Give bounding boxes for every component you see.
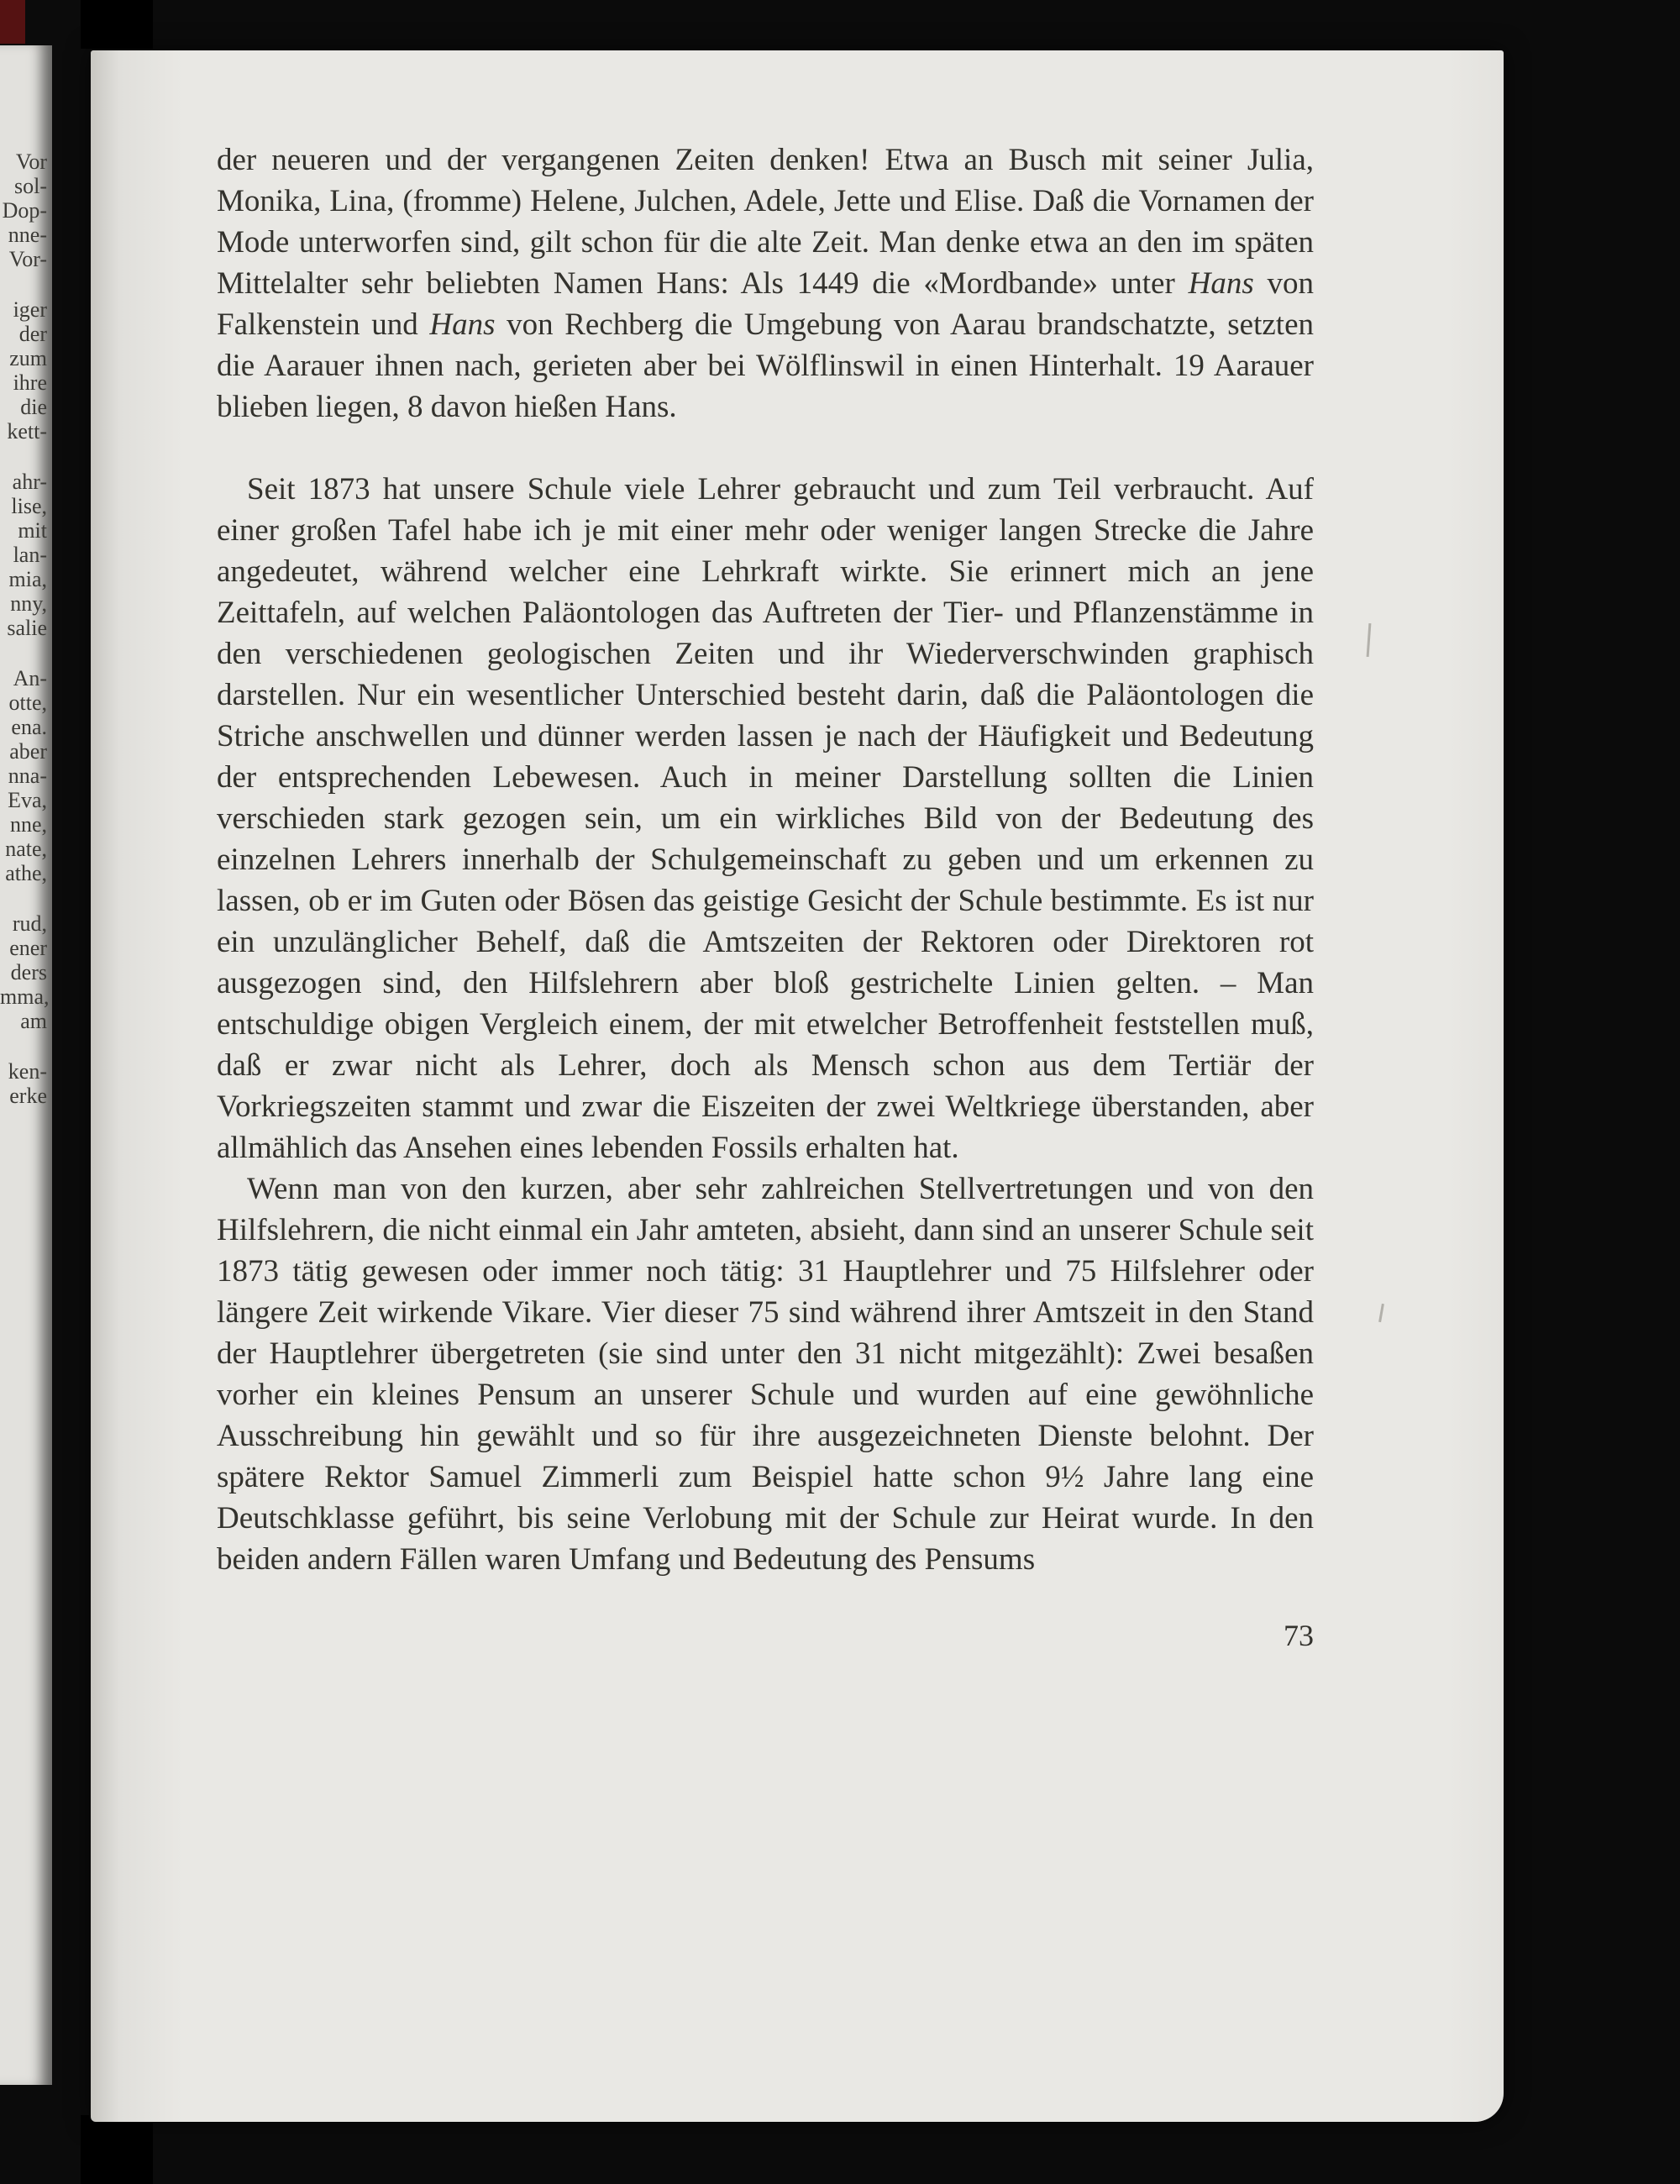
text-fragment: lise, [11,494,47,518]
text-fragment [0,271,47,297]
text-fragment: ders [10,960,47,984]
text-fragment: die [20,395,47,419]
paragraph-teacher-timeline: Seit 1873 hat unsere Schule viele Lehrer gebraucht und zum Teil verbraucht. Auf einer großen Tafel habe ich je mit einer mehr oder weniger langen Strecke die Jahre angedeutet, während welcher eine Lehrkraft wirkte. Sie erinnert mich an jene Zeittafeln, auf welchen Paläontologen das Auftreten der Tier- und Pflanzenstämme in den verschiedenen geologischen Zeiten und ihr Wiederverschwinden graphisch darstellen. Nur ein wesentlicher Unterschied besteht darin, daß die Paläontologen die Striche anschwellen und dünner werden lassen je nach der Häufigkeit und Bedeutung der entsprechenden Lebewesen. Auch in meiner Darstellung sollten die Linien verschieden stark gezogen sein, um ein wirkliches Bild von der Bedeutung des einzelnen Lehrers innerhalb der Schulgemeinschaft zu geben und um erkennen zu lassen, ob er im Guten oder Bösen das geistige Gesicht der Schule bestimmte. Es ist nur ein unzulänglicher Behelf, daß die Amtszeiten der Rektoren oder Direktoren rot ausgezogen sind, den Hilfslehrern aber bloß gestrichelte Linien gelten. – Man entschuldige obigen Vergleich einem, der mit etwelcher Betroffenheit feststellen muß, daß er zwar nicht als Lehrer, doch als Mensch schon aus dem Tertiär der Vorkriegszeiten stammt und zwar die Eiszeiten der zwei Weltkriege überstanden, aber allmählich das Ansehen eines lebenden Fossils erhalten hat. [217,472,1314,1165]
text-fragment: An- [13,666,47,690]
text-fragment: nne- [8,223,47,247]
text-fragment: ahr- [12,470,47,494]
text-fragment: mia, [8,567,47,591]
facing-page-text-fragments [0,45,52,1108]
text-fragment: athe, [5,861,47,885]
text-fragment: nny, [10,591,47,616]
text-fragment: lan- [13,543,47,567]
text-fragment: erke [9,1084,47,1108]
text-fragment: otte, [8,690,47,715]
italic-name: Hans [429,307,496,342]
page-text-block [217,139,1314,1656]
text-fragment: ihre [13,370,47,395]
paragraph-text: von Rechberg die Umgebung von Aarau brandschatzte, setzten die Aarauer ihnen nach, gerieten aber bei Wölflinswil in einen Hinterhalt. 19 Aarauer blieben liegen, 8 davon hießen Hans. [217,307,1314,424]
text-fragment: rud, [12,911,47,936]
text-fragment: salie [7,616,47,640]
text-fragment [0,444,47,470]
text-fragment [0,885,47,911]
text-fragment: kett- [7,419,47,444]
text-fragment: ener [9,936,47,960]
text-fragment: am [20,1009,47,1033]
text-fragment: aber [9,739,47,764]
page-number: 73 [1284,1619,1314,1652]
text-fragment: mma, [0,984,50,1009]
text-fragment: Eva, [8,788,47,812]
text-fragment [0,1033,47,1059]
text-fragment: iger [13,297,47,322]
text-fragment: sol- [14,174,47,198]
italic-name: Hans [1188,266,1254,301]
text-fragment: nate, [5,837,47,861]
book-page [91,50,1504,2122]
binding-notch-top [81,0,153,49]
text-fragment: Vor- [8,247,47,271]
text-fragment: nna- [8,764,47,788]
paragraph-text: der neueren und der vergangenen Zeiten denken! Etwa an Busch mit seiner Julia, Monika, Lina, (fromme) Helene, Julchen, Adele, Jette und Elise. Daß die Vornamen der Mode unterworfen sind, gilt schon für die alte Zeit. Man denke etwa an den im späten Mittelalter sehr beliebten Namen Hans: Als 1449 die «Mordbande» unter [217,143,1314,301]
text-fragment: zum [9,346,47,370]
red-corner-tab [0,0,25,44]
text-fragment: ena. [11,715,47,739]
text-fragment: Vor [15,150,47,174]
paragraph-names-continuation [217,139,1314,428]
text-fragment [0,640,47,666]
text-fragment: Dop- [2,198,47,223]
facing-page-edge [0,45,52,2085]
binding-notch-bottom [81,2115,153,2184]
text-fragment: ken- [8,1059,47,1084]
text-fragment: der [18,322,47,346]
paragraph-text: von Falkenstein und [217,266,1315,342]
text-fragment: nne, [9,812,47,837]
paragraph-teacher-statistics: Wenn man von den kurzen, aber sehr zahlreichen Stellvertretungen und von den Hilfslehrern, die nicht einmal ein Jahr amteten, absieht, dann sind an unserer Schule seit 1873 tätig gewesen oder immer noch tätig: 31 Hauptlehrer und 75 Hilfslehrer oder längere Zeit wirkende Vikare. Vier dieser 75 sind während ihrer Amtszeit in den Stand der Hauptlehrer übergetreten (sie sind unter den 31 nicht mitgezählt): Zwei besaßen vorher ein kleines Pensum an unserer Schule und wurden auf eine gewöhnliche Ausschreibung hin gewählt und so für ihre ausgezeichneten Dienste belohnt. Der spätere Rektor Samuel Zimmerli zum Beispiel hatte schon 9½ Jahre lang eine Deutschklasse geführt, bis seine Verlobung mit der Schule zur Heirat wurde. In den beiden andern Fällen waren Umfang und Bedeutung des Pensums [217,1172,1314,1577]
text-fragment: mit [18,518,47,543]
